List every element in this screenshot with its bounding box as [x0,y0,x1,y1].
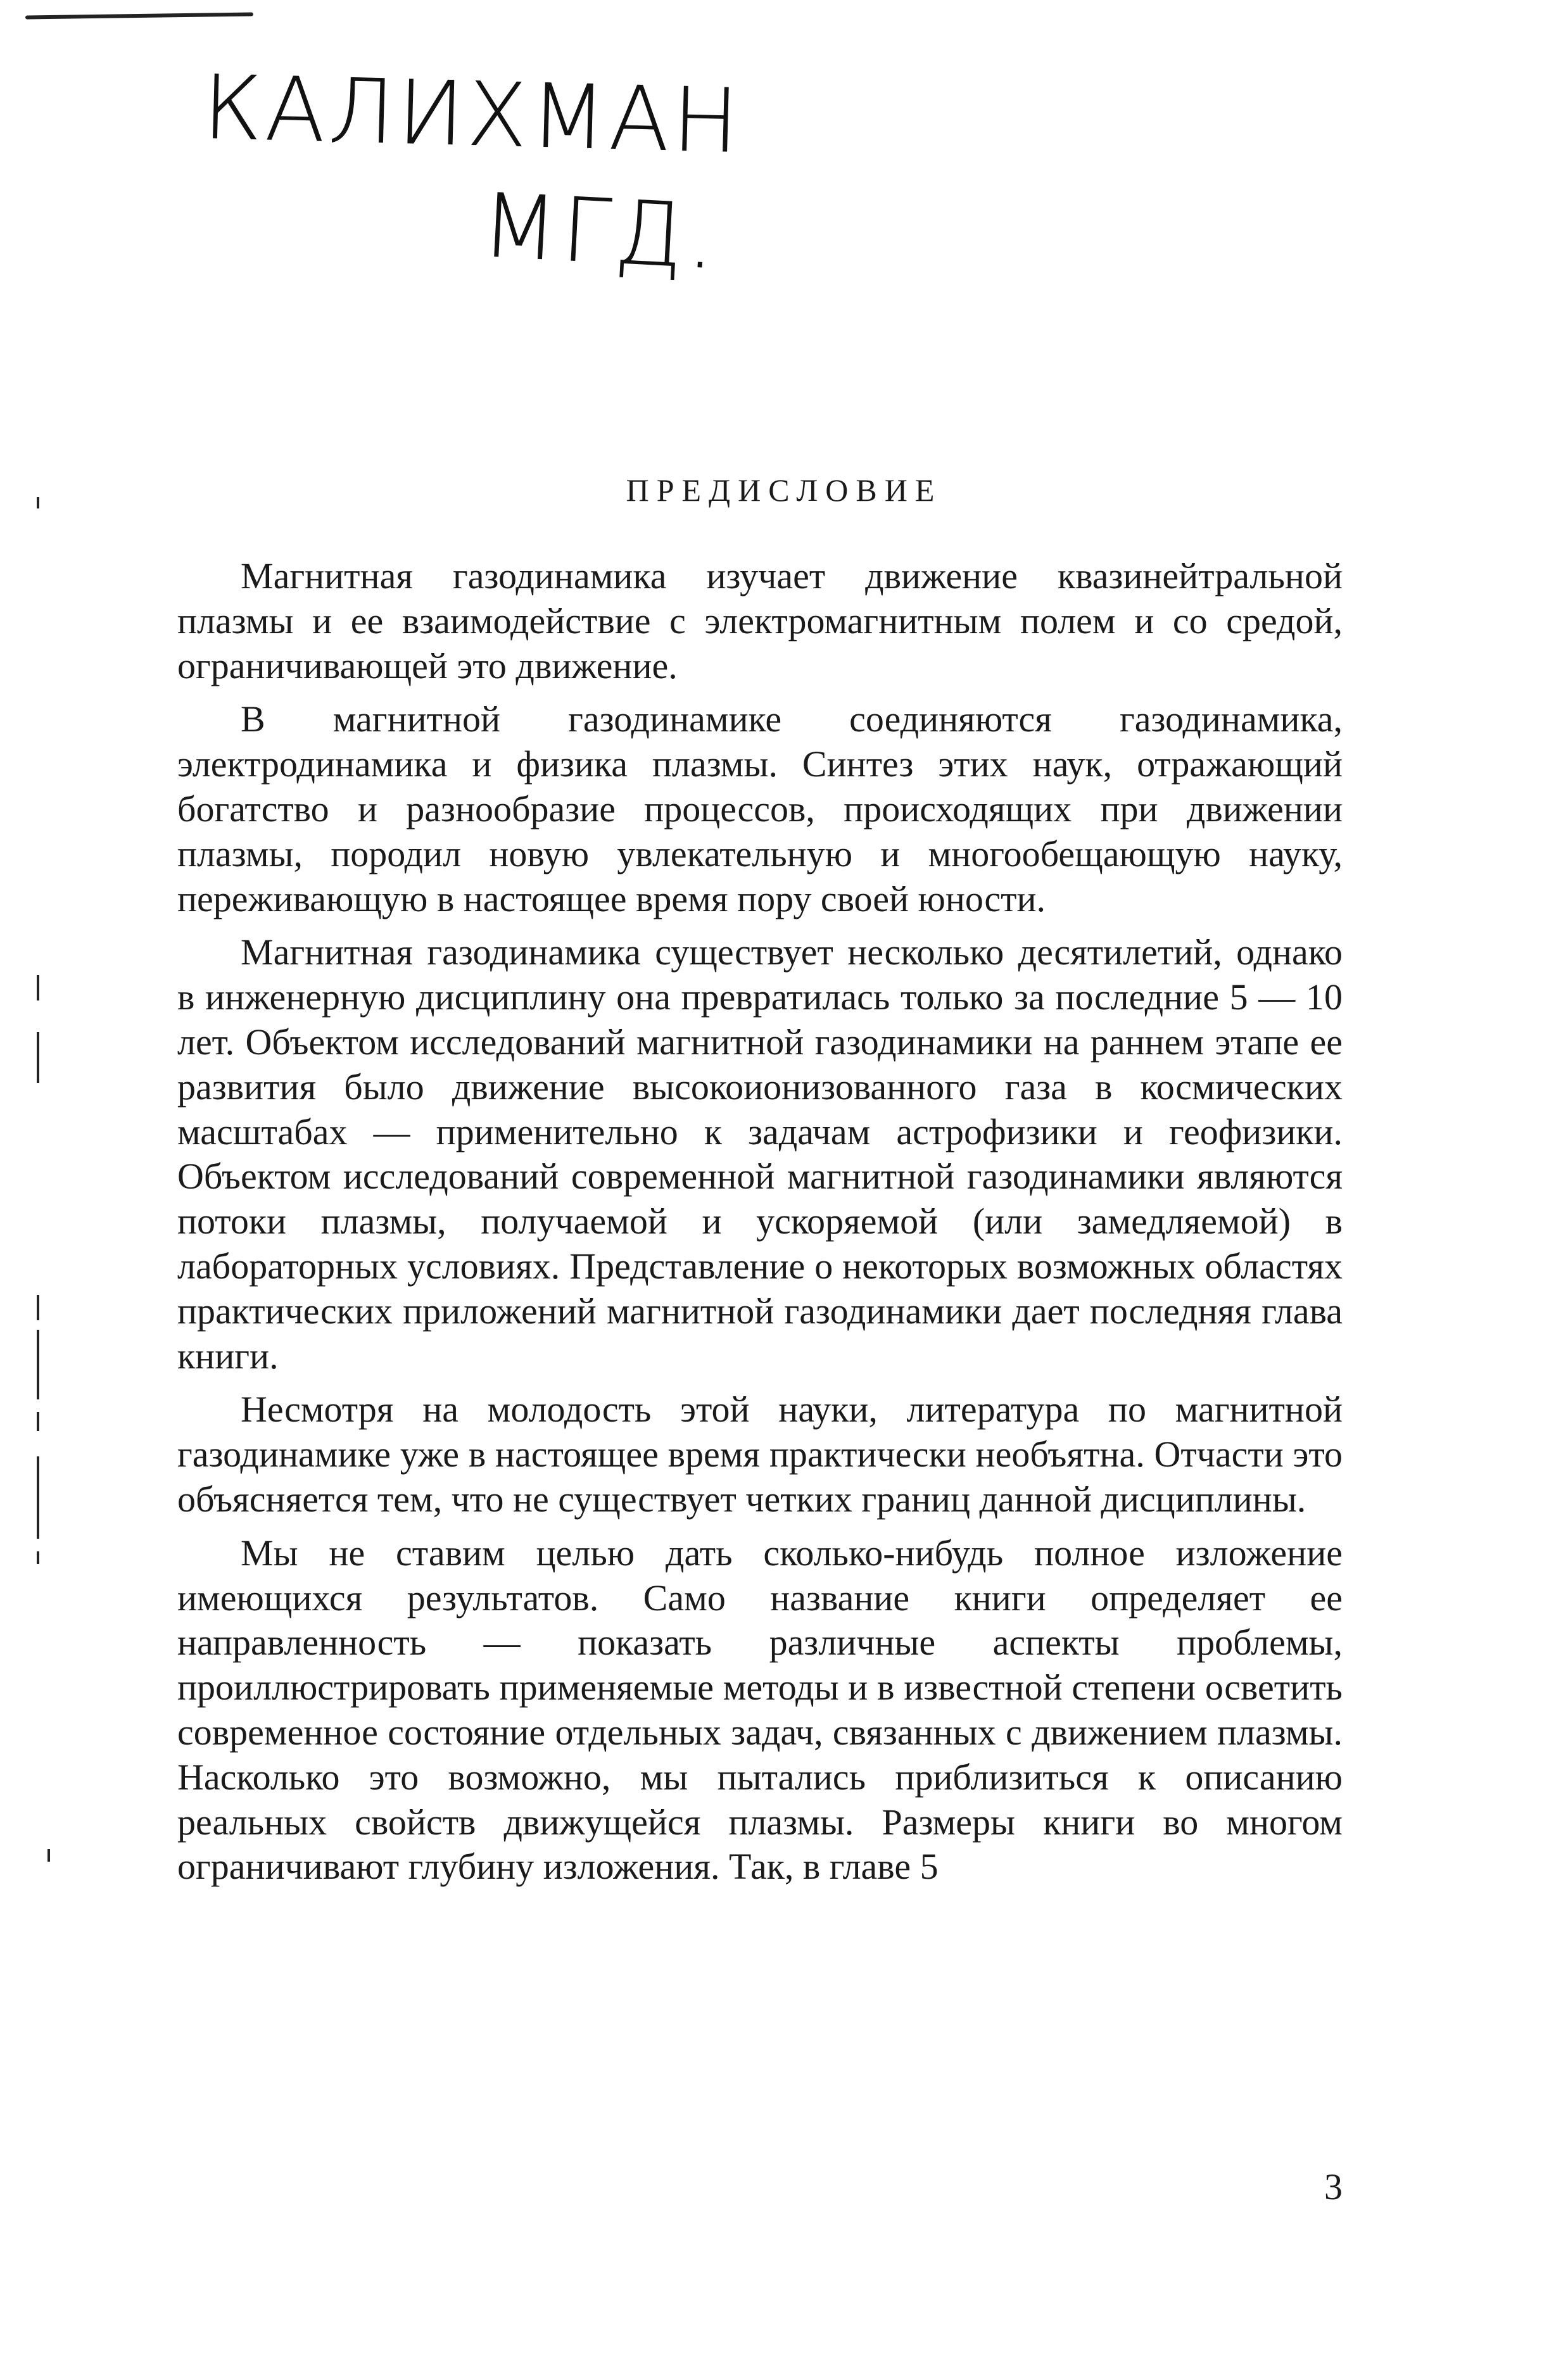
handwritten-subject: МГД. [478,174,722,290]
margin-mark [37,1295,39,1320]
margin-mark [37,1551,39,1564]
page-number: 3 [1324,2166,1343,2207]
paragraph: Магнитная газодинамика изучает движение квазинейтральной плазмы и ее взаимодействие с электромагнитным полем и со средой, ограничивающей это движение. [177,555,1343,686]
margin-mark [37,1032,39,1083]
handwritten-author: КАЛИХМАН [201,56,743,174]
paragraph: Магнитная газодинамика существует несколько десятилетий, однако в инженерную дисциплину она превратилась только за последние 5 — 10 лет. Объектом исследований магнитной газодинамики на раннем этапе ее развития было движение высокоионизованного газа в космических масштабах — применительно к задачам астрофизики и геофизики. Объектом исследований современной магнитной газодинамики являются потоки плазмы, получаемой и ускоряемой (или замедляемой) в лабораторных условиях. Представление о некоторых возможных областях практических приложений магнитной газодинамики дает последняя глава книги. [177,931,1343,1377]
page-title: ПРЕДИСЛОВИЕ [626,472,942,508]
paragraph: Несмотря на молодость этой науки, литература по магнитной газодинамике уже в настоящее время практически необъятна. Отчасти это объясняется тем, что не существует четких границ данной дисциплины. [177,1389,1343,1520]
paragraph: Мы не ставим целью дать сколько-нибудь полное изложение имеющихся результатов. Само название книги определяет ее направленность — показать различные аспекты проблемы, проиллюстрировать применяемые методы и в известной степени осветить современное состояние отдельных задач, связанных с движением плазмы. Насколько это возможно, мы пытались приблизиться к описанию реальных свойств движущейся плазмы. Размеры книги во многом ограничивают глубину изложения. Так, в главе 5 [177,1532,1343,1888]
paragraph: В магнитной газодинамике соединяются газодинамика, электродинамика и физика плазмы. Синтез этих наук, отражающий богатство и разнообразие процессов, происходящих при движении плазмы, породил новую увлекательную и многообещающую науку, переживающую в настоящее время пору своей юности. [177,698,1343,919]
scan-artifact-line [25,12,253,19]
margin-mark [37,1330,39,1399]
margin-mark [37,1456,39,1539]
margin-mark [37,1412,39,1431]
body-text [177,554,1343,1898]
margin-mark [37,975,39,1000]
margin-mark [47,1849,50,1862]
